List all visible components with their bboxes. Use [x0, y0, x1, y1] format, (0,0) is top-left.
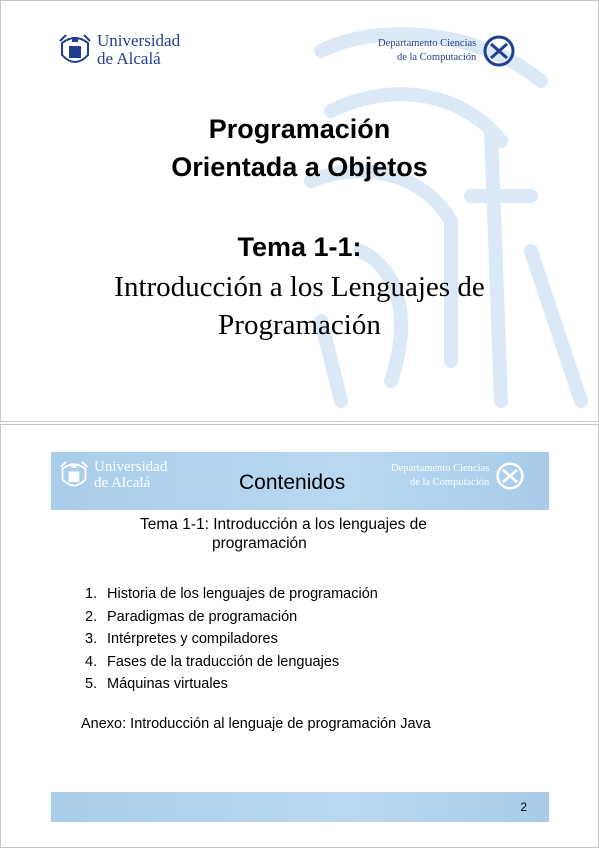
- contents-list: [85, 583, 378, 696]
- slide-2: [0, 424, 599, 848]
- university-logo: [58, 31, 180, 69]
- department-name-line2: de la Computación: [409, 477, 490, 488]
- university-name-line2: de Alcalá: [94, 475, 151, 491]
- university-name-line2: de Alcalá: [97, 49, 161, 68]
- department-logo: [378, 34, 516, 68]
- topic-title-line2: Programación: [218, 309, 381, 341]
- course-title-line2: Orientada a Objetos: [171, 152, 428, 182]
- department-emblem-icon: [495, 461, 525, 491]
- department-name-line1: Departamento Ciencias: [378, 38, 477, 49]
- slide-title: Contenidos: [239, 471, 346, 494]
- list-item: 2. Paradigmas de programación: [85, 608, 298, 625]
- list-item: 4. Fases de la traducción de lenguajes: [85, 653, 340, 670]
- list-item: 3. Intérpretes y compiladores: [85, 631, 278, 647]
- university-crest-icon: [59, 458, 89, 492]
- footer-band: [51, 792, 549, 822]
- watermark-graphic: [301, 21, 599, 421]
- list-item: 5. Máquinas virtuales: [85, 676, 228, 692]
- topic-subtitle-line1: Tema 1-1: Introducción a los lenguajes de: [140, 516, 427, 533]
- list-item: 1. Historia de los lenguajes de programación: [85, 586, 378, 602]
- slide-1: [0, 0, 599, 422]
- department-logo: [391, 461, 525, 491]
- department-name-line2: de la Computación: [396, 52, 477, 63]
- university-crest-icon: [58, 31, 92, 69]
- topic-subtitle-line2: programación: [212, 535, 307, 552]
- university-name-line1: Universidad: [97, 31, 181, 50]
- course-title-line1: Programación: [208, 114, 391, 144]
- annex-note: Anexo: Introducción al lenguaje de programación Java: [81, 716, 431, 732]
- topic-subtitle: [140, 515, 427, 553]
- topic-label: Tema 1-1:: [237, 232, 362, 262]
- department-name-line1: Departamento Ciencias: [391, 463, 490, 474]
- department-emblem-icon: [482, 34, 516, 68]
- university-name-line1: Universidad: [94, 459, 168, 475]
- topic-title-line1: Introducción a los Lenguajes de: [114, 271, 485, 303]
- page-number: 2: [520, 800, 527, 814]
- university-logo: [59, 458, 167, 492]
